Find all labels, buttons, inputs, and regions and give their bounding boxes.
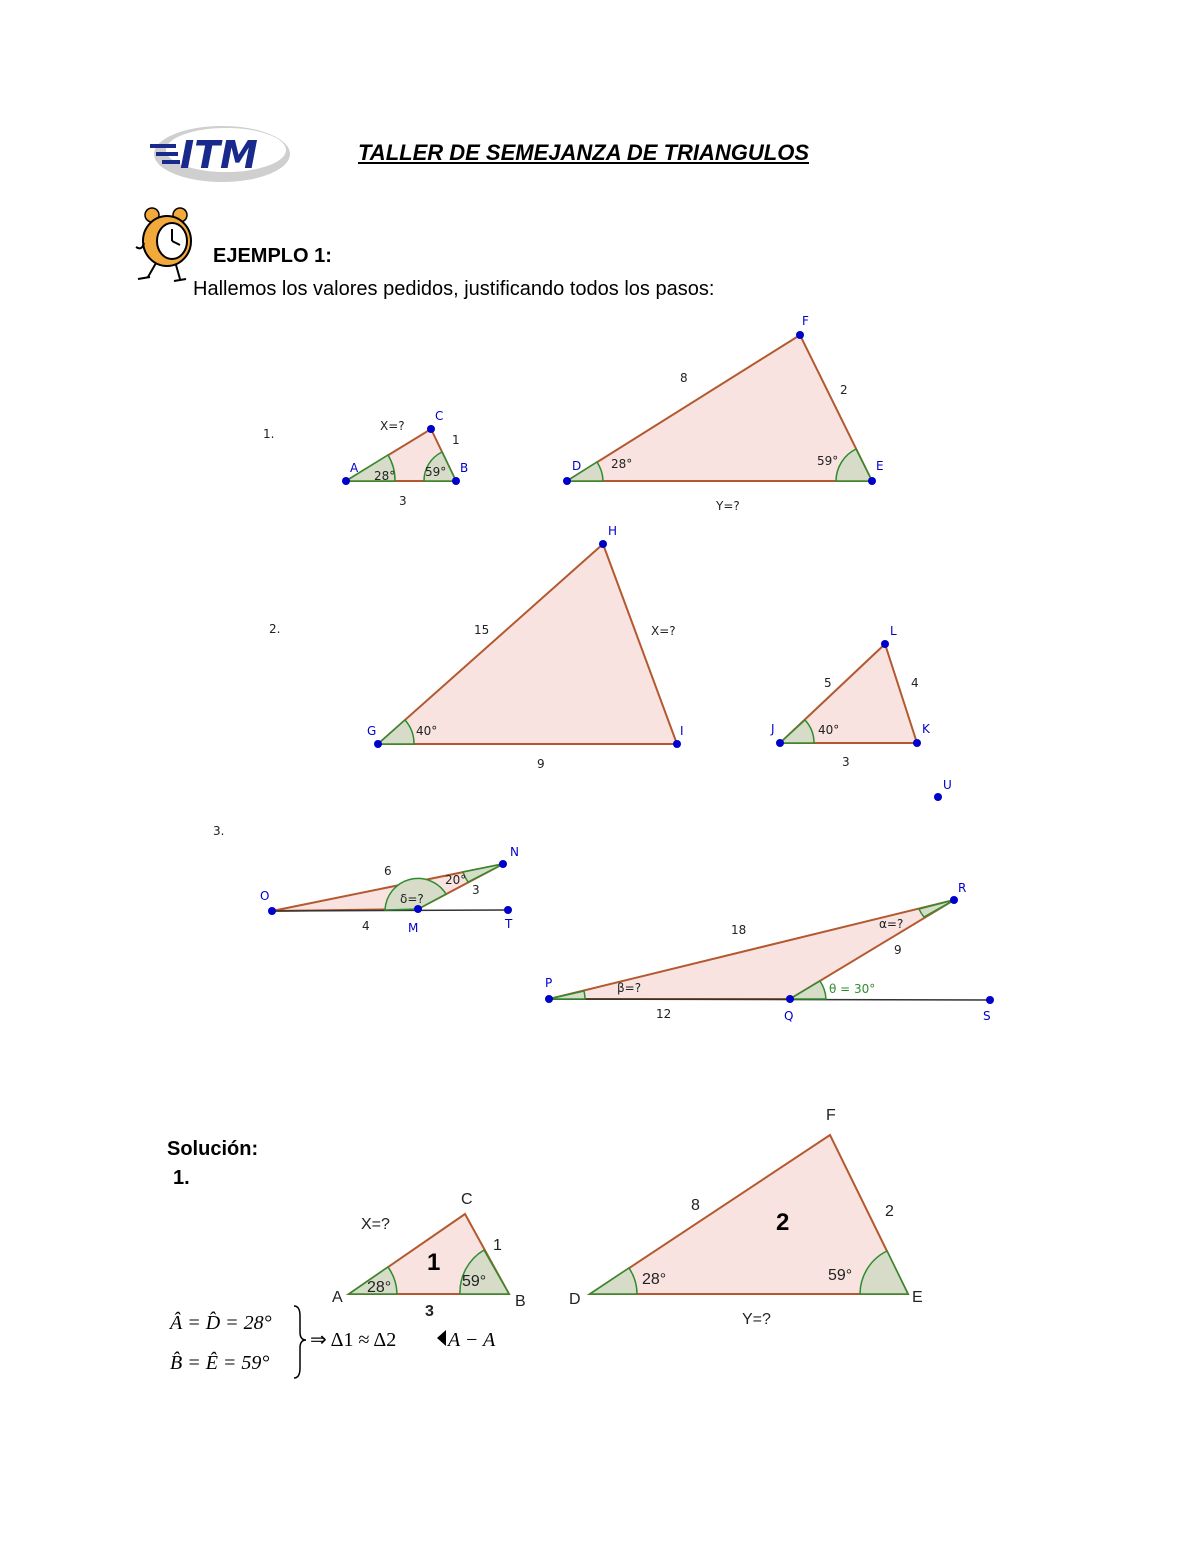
equation-conclusion: ⇒ Δ1 ≈ Δ2	[310, 1329, 397, 1351]
vertex-m: M	[408, 921, 419, 935]
sol-angle-e-label: 59°	[828, 1267, 853, 1284]
side-on-label: 6	[384, 864, 392, 878]
sol-side-ab-label: 3	[425, 1303, 434, 1320]
sol-angle-a-label: 28°	[367, 1279, 392, 1296]
side-gi-label: 9	[537, 757, 545, 771]
sol-vertex-b: B	[515, 1293, 526, 1310]
side-jk-label: 3	[842, 755, 850, 769]
side-lk-label: 4	[911, 676, 919, 690]
problem-2-number: 2.	[269, 622, 281, 636]
sol-vertex-a: A	[332, 1289, 343, 1306]
sol-angle-b-label: 59°	[462, 1273, 487, 1290]
example-intro: Hallemos los valores pedidos, justificando todos los pasos:	[193, 278, 715, 300]
problem-3-number: 3.	[213, 824, 225, 838]
sol-side-de-label: Y=?	[742, 1311, 771, 1328]
side-gh-label: 15	[474, 623, 490, 637]
vertex-b: B	[460, 461, 469, 475]
problem-1-number: 1.	[263, 427, 275, 441]
side-fe-label: 2	[840, 383, 848, 397]
vertex-c: C	[435, 409, 444, 423]
vertex-o: O	[260, 889, 270, 903]
arrow-glyph-icon	[437, 1330, 446, 1346]
side-hi-label: X=?	[651, 624, 676, 638]
angle-m-label: δ=?	[400, 892, 424, 906]
side-de-label: Y=?	[716, 499, 740, 513]
sol-vertex-c: C	[461, 1191, 473, 1208]
side-om-label: 4	[362, 919, 370, 933]
side-cb-label: 1	[452, 433, 460, 447]
side-mn-label: 3	[472, 883, 480, 897]
solution-triangle-2	[590, 1135, 908, 1294]
sol-triangle-1-label: 1	[427, 1249, 441, 1276]
angle-g-label: 40°	[416, 724, 438, 738]
sol-angle-d-label: 28°	[642, 1271, 667, 1288]
angle-n-label: 20°	[445, 873, 467, 887]
vertex-a: A	[350, 461, 359, 475]
solution-item-number: 1.	[173, 1167, 190, 1189]
page-title: TALLER DE SEMEJANZA DE TRIANGULOS	[358, 140, 810, 165]
angle-b-label: 59°	[425, 465, 447, 479]
angle-q-label: θ = 30°	[829, 982, 876, 996]
vertex-s: S	[983, 1009, 991, 1023]
vertex-j: J	[771, 722, 775, 736]
point-u	[934, 793, 942, 801]
vertex-g: G	[367, 724, 377, 738]
sol-side-df-label: 8	[691, 1197, 700, 1214]
equation-angles-a-d: Â = D̂ = 28°	[170, 1312, 272, 1334]
side-pr-label: 18	[731, 923, 747, 937]
sol-vertex-f: F	[826, 1107, 836, 1124]
equation-brace	[294, 1306, 306, 1378]
solution-heading: Solución:	[167, 1138, 259, 1160]
vertex-t: T	[505, 917, 513, 931]
angle-r-label: α=?	[879, 917, 904, 931]
example-heading: EJEMPLO 1:	[213, 245, 332, 267]
sol-side-fe-label: 2	[885, 1203, 894, 1220]
vertex-h: H	[608, 524, 618, 538]
sol-vertex-d: D	[569, 1291, 581, 1308]
angle-a-label: 28°	[374, 469, 396, 483]
angle-p-label: β=?	[617, 981, 642, 995]
sol-triangle-2-label: 2	[776, 1209, 790, 1236]
vertex-e: E	[876, 459, 884, 473]
side-qr-label: 9	[894, 943, 902, 957]
triangle-ghi	[374, 540, 681, 748]
side-df-label: 8	[680, 371, 688, 385]
vertex-p: P	[545, 976, 553, 990]
vertex-r: R	[958, 881, 967, 895]
sol-side-ac-label: X=?	[361, 1216, 390, 1233]
vertex-i: I	[680, 724, 684, 738]
vertex-n: N	[510, 845, 519, 859]
vertex-f: F	[802, 314, 809, 328]
angle-e-label: 59°	[817, 454, 839, 468]
triangle-jkl	[776, 640, 921, 747]
equation-angles-b-e: B̂ = Ê = 59°	[170, 1352, 270, 1374]
equation-tail: A − A	[448, 1329, 496, 1351]
point-u-label: U	[943, 778, 952, 792]
side-ac-label: X=?	[380, 419, 405, 433]
side-ab-label: 3	[399, 494, 407, 508]
vertex-l: L	[890, 624, 897, 638]
vertex-k: K	[922, 722, 930, 736]
vertex-d: D	[572, 459, 582, 473]
angle-d-label: 28°	[611, 457, 633, 471]
side-pq-label: 12	[656, 1007, 672, 1021]
sol-vertex-e: E	[912, 1289, 923, 1306]
logo-text: ITM	[180, 133, 258, 177]
sol-side-cb-label: 1	[493, 1237, 502, 1254]
side-jl-label: 5	[824, 676, 832, 690]
vertex-q: Q	[784, 1009, 794, 1023]
angle-j-label: 40°	[818, 723, 840, 737]
figure-pqr	[545, 896, 994, 1004]
